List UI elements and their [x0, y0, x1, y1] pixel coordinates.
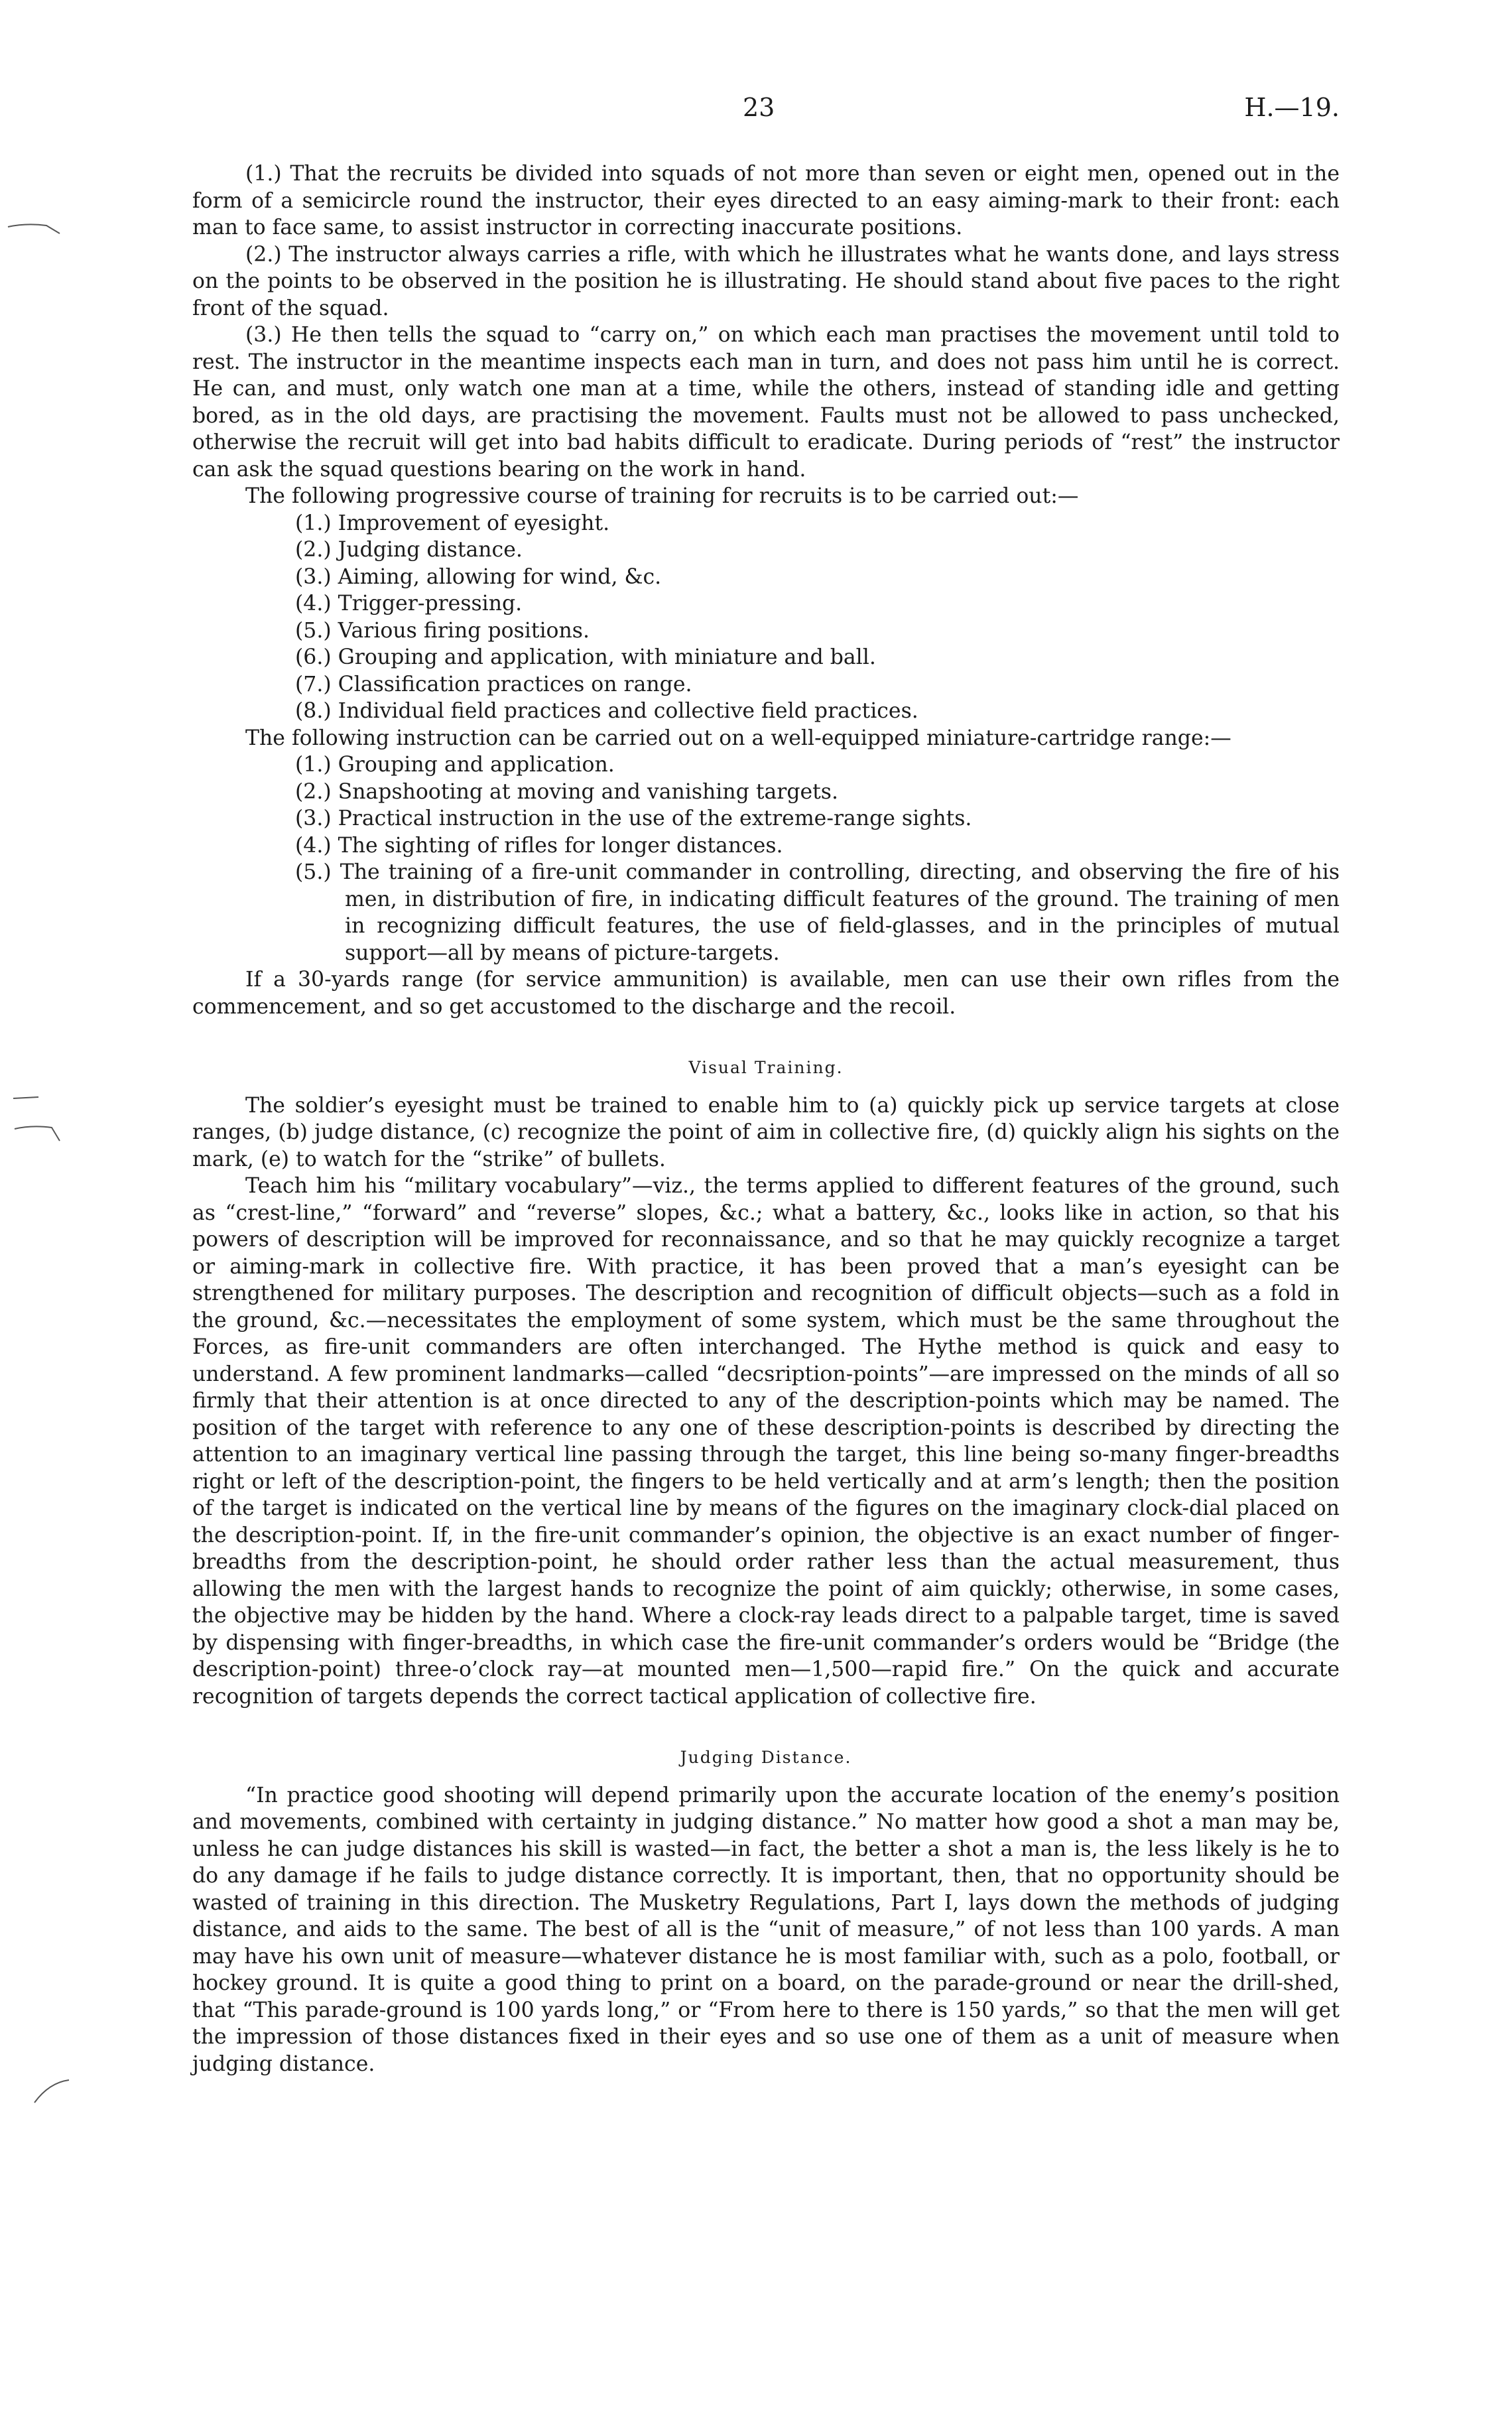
course-intro: The following progressive course of training for recruits is to be carried out:— — [245, 484, 1079, 508]
list-item: (6.) Grouping and application, with miniature and ball. — [295, 645, 876, 669]
intro-paragraph-1: (1.) That the recruits be divided into squads of not more than seven or eight men, opened out in the form of a semicircle round the instructor, their eyes directed to an easy aiming-mark to their front: each man to face same, to assist instructor in correcting inaccurate positions. — [192, 162, 1340, 239]
visual-training-paragraph-2: Teach him his “military vocabulary”—viz., the terms applied to different features of the ground, such as “crest-line,” “forward” and “reverse” slopes, &c.; what a battery, &c., looks like in action, so that his powers of description will be improved for reconnaissance, and so that he may quickly recognize a target or aiming-mark in collective fire. With practice, it has been proved that a man’s eyesight can be strengthened for military purposes. The description and recognition of difficult objects—such as a fold in the ground, &c.—necessitates the employment of some system, which must be the same throughout the Forces, as fire-unit commanders are often interchanged. The Hythe method is quick and easy to understand. A few prominent landmarks—called “decsription-points”—are impressed on the minds of all so firmly that their attention is at once directed to any of the description-points which may be named. The position of the target with reference to any one of these description-points is described by directing the attention to an imaginary vertical line passing through the target, this line being so-many finger-breadths right or left of the description-point, the fingers to be held vertically and at arm’s length; then the position of the target is indicated on the vertical line by means of the figures on the imaginary clock-dial placed on the description-point. If, in the fire-unit commander’s opinion, the objective is an exact number of finger-breadths from the description-point, he should order rather less than the actual measurement, thus allowing the men with the largest hands to recognize the point of aim quickly; otherwise, in some cases, the objective may be hidden by the hand. Where a clock-ray leads direct to a palpable target, time is saved by dispensing with finger-breadths, in which case the fire-unit commander’s orders would be “Bridge (the description-point) three-o’clock ray—at mounted men—1,500—rapid fire.” On the quick and accurate recognition of targets depends the correct tactical application of collective fire. — [192, 1174, 1340, 1709]
list-item: (5.) The training of a fire-unit commander in controlling, directing, and observing the fire of his men, in distribution of fire, in indicating difficult features of the ground. The training of men in recognizing difficult features, the use of field-glasses, and in the principles of mutual support—all by means of picture-targets. — [295, 860, 1340, 965]
miniature-list — [192, 751, 1340, 966]
list-item: (1.) Improvement of eyesight. — [295, 511, 610, 535]
visual-training-heading: Visual Training. — [688, 1058, 844, 1077]
page-header — [192, 93, 1340, 133]
document-reference: H.—19. — [1244, 93, 1340, 122]
miniature-intro: The following instruction can be carried out on a well-equipped miniature-cartridge range:— — [245, 726, 1231, 750]
list-item: (5.) Various firing positions. — [295, 618, 590, 643]
margin-mark-2 — [12, 1094, 65, 1154]
list-item: (2.) Snapshooting at moving and vanishing targets. — [295, 779, 838, 804]
judging-distance-heading: Judging Distance. — [680, 1748, 852, 1767]
margin-mark-1 — [7, 219, 66, 239]
list-item: (3.) Aiming, allowing for wind, &c. — [295, 564, 662, 589]
document-body — [192, 161, 1340, 2077]
intro-paragraph-3: (3.) He then tells the squad to “carry on,” on which each man practises the movement until told to rest. The instructor in the meantime inspects each man in turn, and does not pass him until he is correct. He can, and must, only watch one man at a time, while the others, instead of standing idle and getting bored, as in the old days, are practising the movement. Faults must not be allowed to pass unchecked, otherwise the recruit will get into bad habits difficult to eradicate. During periods of “rest” the instructor can ask the squad questions bearing on the work in hand. — [192, 323, 1340, 482]
course-list — [192, 510, 1340, 725]
list-item: (4.) The sighting of rifles for longer distances. — [295, 833, 783, 858]
list-item: (7.) Classification practices on range. — [295, 672, 692, 696]
judging-distance-paragraph: “In practice good shooting will depend primarily upon the accurate location of the enemy’s position and movements, combined with certainty in judging distance.” No matter how good a shot a man may be, unless he can judge distances his skill is wasted—in fact, the better a shot a man is, the less likely is he to do any damage if he fails to judge distance correctly. It is important, then, that no opportunity should be wasted of training in this direction. The Musketry Regulations, Part I, lays down the methods of judging distance, and aids to the same. The best of all is the “unit of measure,” of not less than 100 yards. A man may have his own unit of measure—whatever distance he is most familiar with, such as a polo, football, or hockey ground. It is quite a good thing to print on a board, on the parade-ground or near the drill-shed, that “This parade-ground is 100 yards long,” or “From here to there is 150 yards,” so that the men will get the impression of those distances fixed in their eyes and so use one of them as a unit of measure when judging distance. — [192, 1783, 1340, 2076]
page-number: 23 — [743, 93, 775, 122]
visual-training-paragraph-1: The soldier’s eyesight must be trained to enable him to (a) quickly pick up service targets at close ranges, (b) judge distance, (c) recognize the point of aim in collective fire, (d) quickly align his sights on the mark, (e) to watch for the “strike” of bullets. — [192, 1093, 1340, 1171]
list-item: (4.) Trigger-pressing. — [295, 592, 523, 616]
list-item: (3.) Practical instruction in the use of the extreme-range sights. — [295, 807, 972, 830]
list-item: (2.) Judging distance. — [295, 538, 523, 562]
intro-paragraph-2: (2.) The instructor always carries a rifle, with which he illustrates what he wants done, and lays stress on the points to be observed in the position he is illustrating. He should stand about five paces to the right front of the squad. — [192, 242, 1340, 320]
range-paragraph: If a 30-yards range (for service ammunition) is available, men can use their own rifles from the commencement, and so get accustomed to the discharge and the recoil. — [192, 968, 1340, 1019]
list-item: (8.) Individual field practices and collective field practices. — [295, 699, 918, 723]
list-item: (1.) Grouping and application. — [295, 753, 615, 777]
margin-mark-3 — [29, 2076, 76, 2109]
